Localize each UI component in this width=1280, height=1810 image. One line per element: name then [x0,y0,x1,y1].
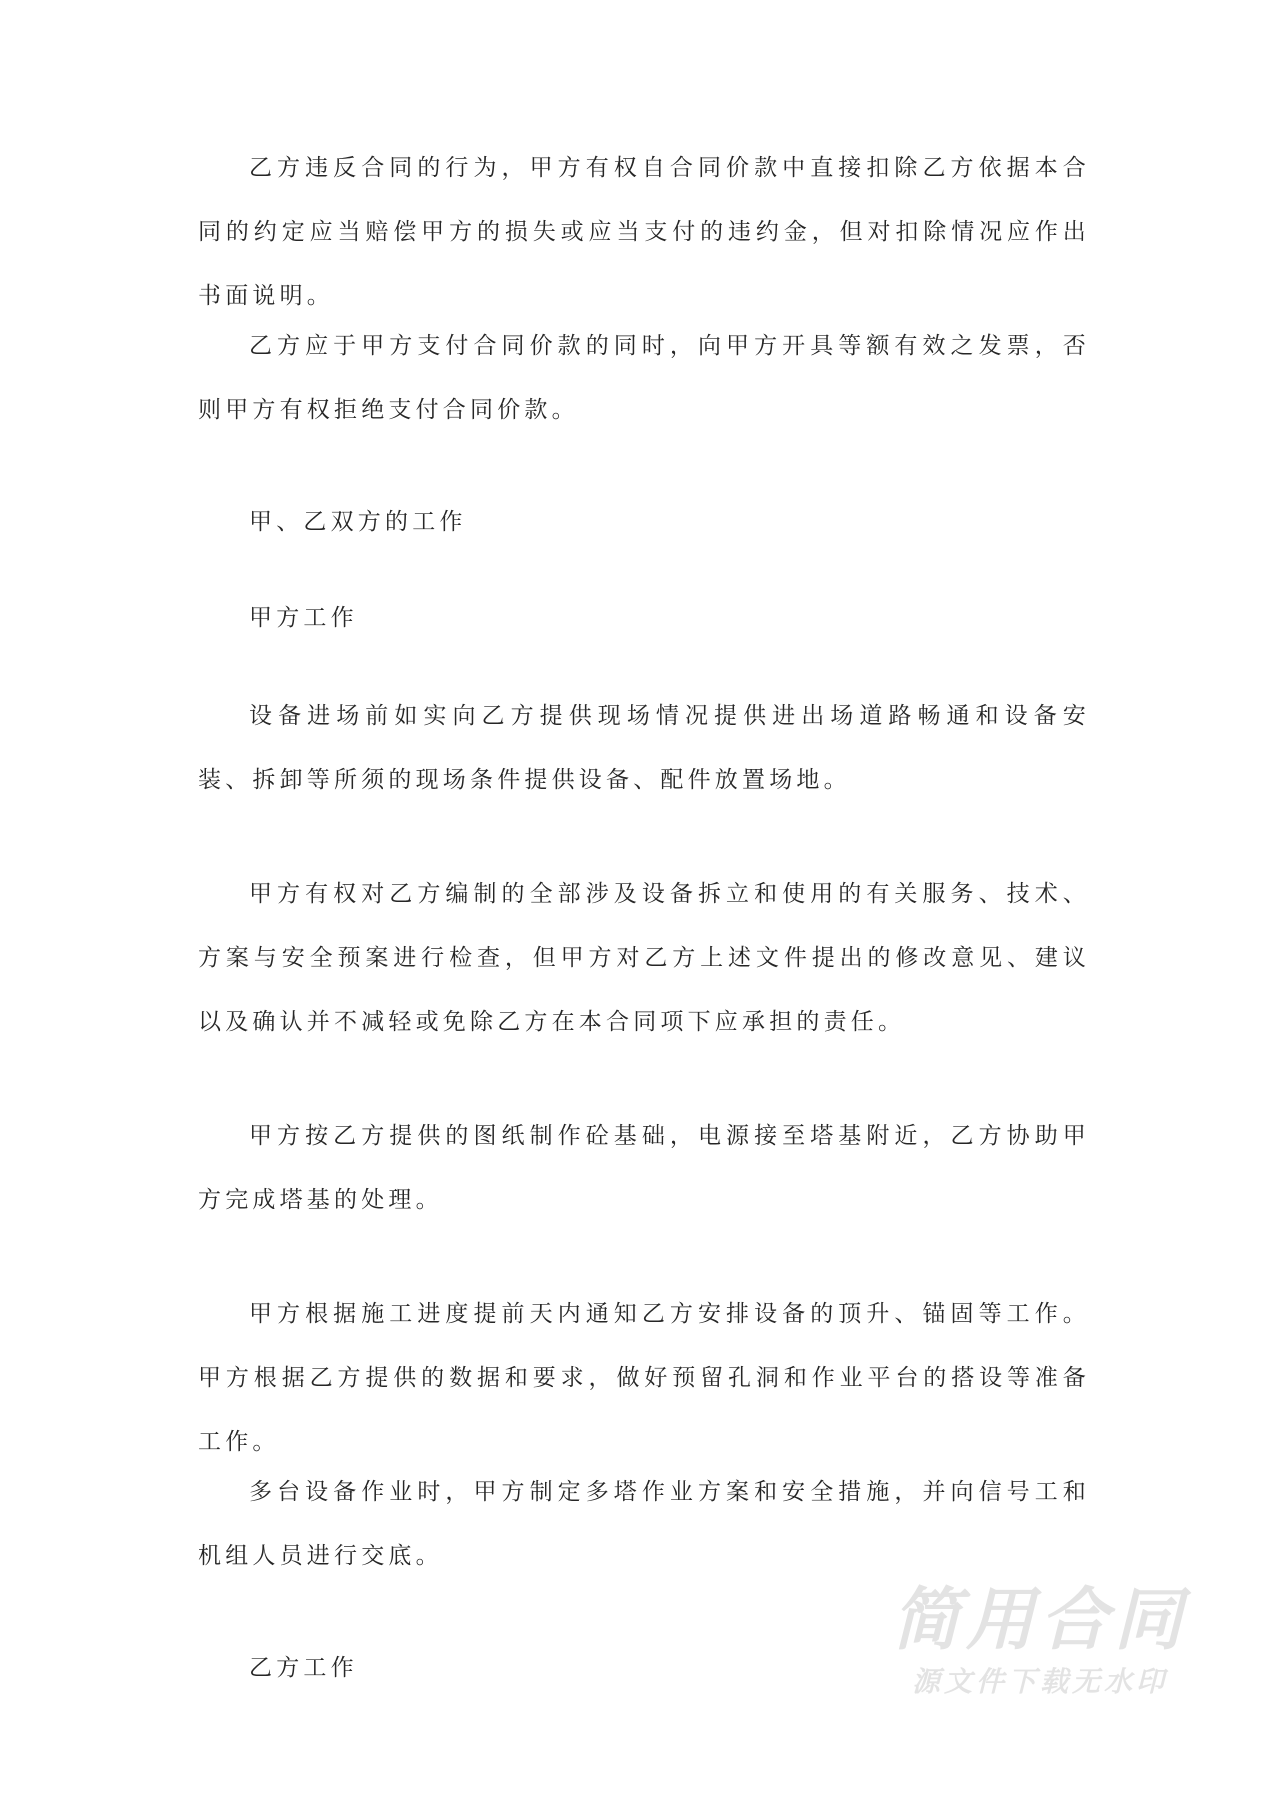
paragraph-invoice: 乙方应于甲方支付合同价款的同时，向甲方开具等额有效之发票，否则甲方有权拒绝支付合同价款。 [198,333,1090,423]
watermark-title: 简用合同 [891,1581,1188,1660]
paragraph-site-conditions: 设备进场前如实向乙方提供现场情况提供进出场道路畅通和设备安装、拆卸等所须的现场条件提供设备、配件放置场地。 [198,703,1090,793]
section-heading-duties: 甲、乙双方的工作 [249,509,467,535]
paragraph-jacking-notice: 甲方根据施工进度提前天内通知乙方安排设备的顶升、锚固等工作。甲方根据乙方提供的数据和要求，做好预留孔洞和作业平台的搭设等准备工作。 [198,1301,1090,1455]
subsection-heading-party-a: 甲方工作 [249,605,358,631]
paragraph-deduction: 乙方违反合同的行为，甲方有权自合同价款中直接扣除乙方依据本合同的约定应当赔偿甲方的损失或应当支付的违约金，但对扣除情况应作出书面说明。 [198,155,1090,309]
paragraph-inspection: 甲方有权对乙方编制的全部涉及设备拆立和使用的有关服务、技术、方案与安全预案进行检查，但甲方对乙方上述文件提出的修改意见、建议以及确认并不减轻或免除乙方在本合同项下应承担的责任。 [198,881,1090,1035]
watermark-logo [880,1580,1200,1730]
subsection-heading-party-b: 乙方工作 [249,1655,358,1681]
paragraph-multi-tower: 多台设备作业时，甲方制定多塔作业方案和安全措施，并向信号工和机组人员进行交底。 [198,1479,1090,1569]
watermark-subtitle: 源文件下载无水印 [911,1665,1168,1698]
paragraph-foundation: 甲方按乙方提供的图纸制作砼基础，电源接至塔基附近，乙方协助甲方完成塔基的处理。 [198,1123,1090,1213]
